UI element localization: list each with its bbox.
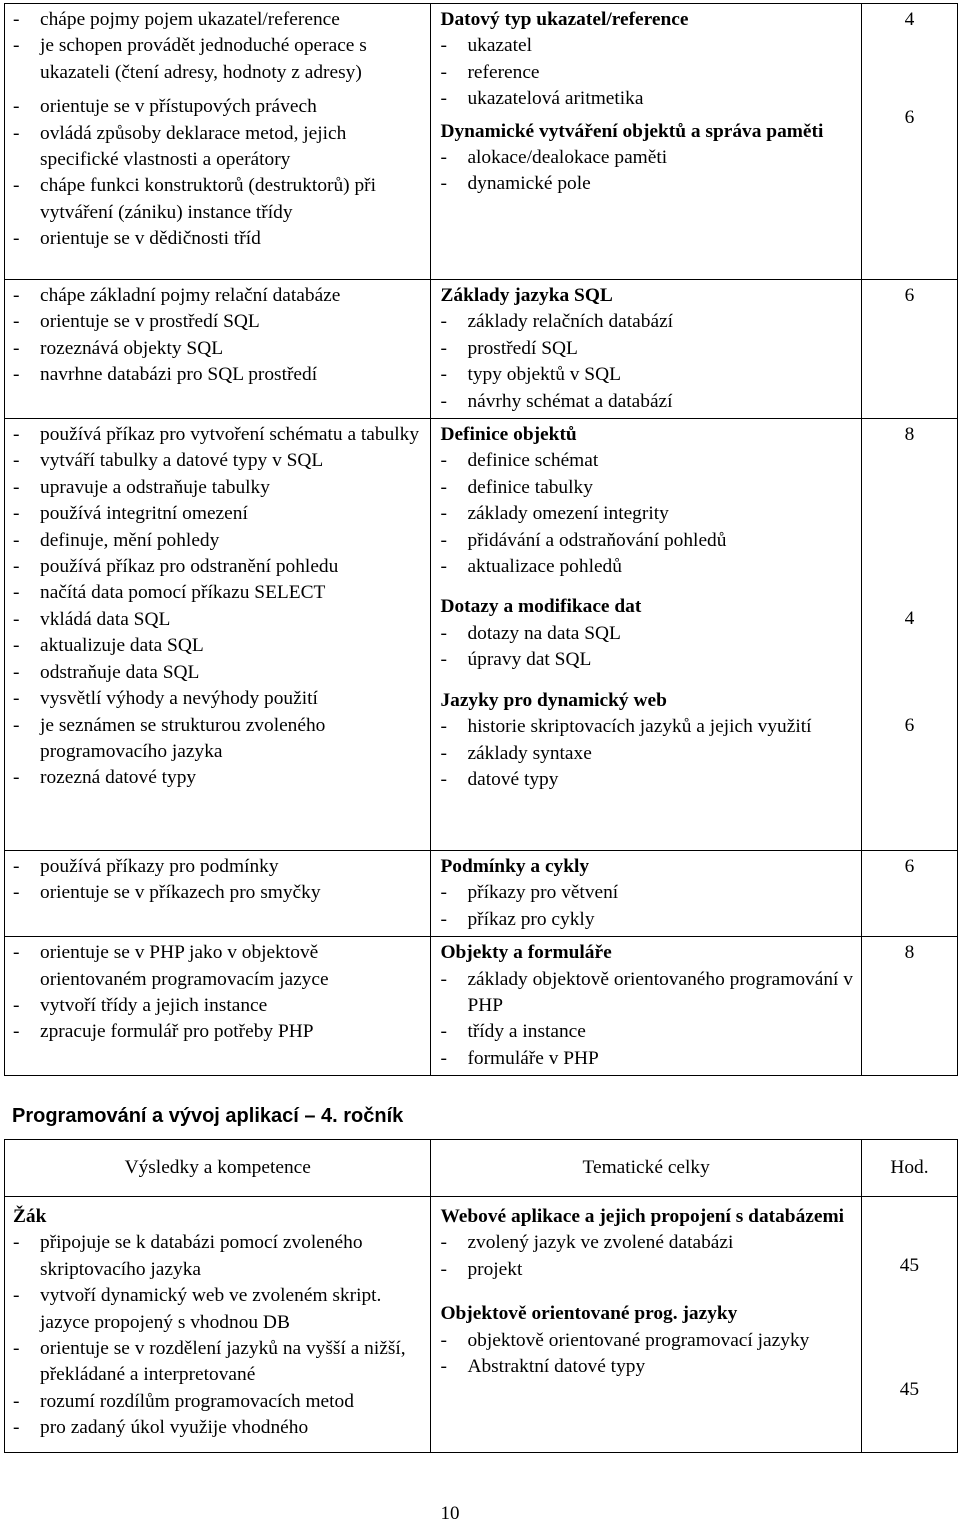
topic-item: - základy omezení integrity [440, 501, 854, 527]
hours-cell [861, 937, 957, 1076]
outcomes-cell [5, 851, 431, 937]
topic-item: - úpravy dat SQL [440, 647, 854, 673]
hours-value: 45 [899, 1255, 920, 1276]
table-row [5, 4, 958, 280]
topic-title: Dynamické vytváření objektů a správa paměti [440, 120, 824, 142]
table-row [5, 280, 958, 419]
outcome-item: - odstraňuje data SQL [13, 660, 424, 686]
outcome-item: - pro zadaný úkol využije vhodného [13, 1415, 424, 1441]
topics-cell [431, 280, 861, 419]
topics-cell [431, 937, 861, 1076]
topics-cell [431, 1197, 861, 1453]
topics-cell [431, 851, 861, 937]
outcome-item: - orientuje se v přístupových právech [13, 94, 424, 120]
topic-title: Datový typ ukazatel/reference [440, 9, 689, 30]
topic-item: - alokace/dealokace paměti [440, 145, 854, 171]
topics-cell [431, 419, 861, 851]
hours-value: 6 [904, 285, 915, 306]
outcome-item: - definuje, mění pohledy [13, 528, 424, 554]
topic-item: - zvolený jazyk ve zvolené databázi [440, 1230, 854, 1256]
topic-title: Objekty a formuláře [440, 942, 612, 964]
topic-item: - ukazatel [440, 33, 854, 59]
hours-value: 8 [904, 942, 915, 964]
topic-item: - základy syntaxe [440, 741, 854, 767]
topic-item: - definice schémat [440, 448, 854, 474]
hours-value: 45 [899, 1379, 920, 1401]
outcome-item: - je seznámen se strukturou zvoleného programovacího jazyka [13, 713, 424, 766]
topic-item: - návrhy schémat a databází [440, 389, 854, 415]
topic-item: - třídy a instance [440, 1019, 854, 1045]
hours-value: 4 [904, 9, 915, 30]
topic-item: - přidávání a odstraňování pohledů [440, 528, 854, 554]
table-row [5, 1197, 958, 1453]
header-topics: Tematické celky [431, 1140, 861, 1197]
table-row [5, 851, 958, 937]
topic-item: - typy objektů v SQL [440, 362, 854, 388]
topic-item: - příkaz pro cykly [440, 907, 854, 933]
outcome-item: - vytváří tabulky a datové typy v SQL [13, 448, 424, 474]
outcome-item: - používá příkaz pro vytvoření schématu a tabulky [13, 422, 424, 448]
curriculum-table-4th-year [4, 1139, 958, 1453]
table-row [5, 937, 958, 1076]
topic-item: - prostředí SQL [440, 336, 854, 362]
topic-item: - objektově orientované programovací jazyky [440, 1328, 854, 1354]
topic-title: Jazyky pro dynamický web [440, 689, 667, 711]
topic-item: - projekt [440, 1257, 854, 1283]
header-hours: Hod. [861, 1140, 957, 1197]
outcomes-cell [5, 1197, 431, 1453]
topic-item: - aktualizace pohledů [440, 554, 854, 580]
topic-title: Objektově orientované prog. jazyky [440, 1303, 738, 1325]
student-label: Žák [13, 1206, 47, 1227]
topic-title: Dotazy a modifikace dat [440, 596, 642, 618]
outcome-item: - orientuje se v dědičnosti tříd [13, 226, 424, 252]
topic-item: - formuláře v PHP [440, 1046, 854, 1072]
curriculum-table-3rd-year [4, 3, 958, 1076]
outcome-item: - rozeznává objekty SQL [13, 336, 424, 362]
topic-item: - základy objektově orientovaného programování v PHP [440, 967, 854, 1020]
outcome-item: - používá příkaz pro odstranění pohledu [13, 554, 424, 580]
topic-item: - Abstraktní datové typy [440, 1354, 854, 1380]
outcome-item: - rozumí rozdílům programovacích metod [13, 1389, 424, 1415]
hours-value: 8 [904, 424, 915, 446]
outcomes-cell [5, 937, 431, 1076]
outcome-item: - orientuje se v PHP jako v objektově orientovaném programovacím jazyce [13, 940, 424, 993]
hours-cell [861, 4, 957, 280]
table-header-row [5, 1140, 958, 1197]
hours-value: 6 [904, 107, 915, 129]
outcome-item: - orientuje se v příkazech pro smyčky [13, 880, 424, 906]
outcome-item: - používá integritní omezení [13, 501, 424, 527]
outcome-item: - ovládá způsoby deklarace metod, jejich specifické vlastnosti a operátory [13, 121, 424, 174]
hours-cell [861, 1197, 957, 1453]
page-number: 10 [440, 1503, 460, 1524]
hours-value: 4 [904, 608, 915, 630]
outcome-item: - připojuje se k databázi pomocí zvoleného skriptovacího jazyka [13, 1230, 424, 1283]
outcome-item: - aktualizuje data SQL [13, 633, 424, 659]
topic-item: - datové typy [440, 767, 854, 793]
outcome-item: - vkládá data SQL [13, 607, 424, 633]
outcome-item: - vysvětlí výhody a nevýhody použití [13, 686, 424, 712]
outcome-item: - vytvoří dynamický web ve zvoleném skript. jazyce propojený s vhodnou DB [13, 1283, 424, 1336]
hours-value: 6 [904, 714, 915, 736]
outcome-item: - rozezná datové typy [13, 765, 424, 791]
outcome-item: - chápe základní pojmy relační databáze [13, 283, 424, 309]
outcome-item: - chápe pojmy pojem ukazatel/reference [13, 7, 424, 33]
outcome-item: - chápe funkci konstruktorů (destruktorů) při vytváření (zániku) instance třídy [13, 173, 424, 226]
outcome-item: - orientuje se v prostředí SQL [13, 309, 424, 335]
outcome-item: - vytvoří třídy a jejich instance [13, 993, 424, 1019]
section-heading: Programování a vývoj aplikací – 4. ročník [12, 1105, 404, 1127]
table-row [5, 419, 958, 851]
outcomes-cell [5, 4, 431, 280]
outcome-item: - zpracuje formulář pro potřeby PHP [13, 1019, 424, 1045]
outcome-item: - upravuje a odstraňuje tabulky [13, 475, 424, 501]
topic-title: Základy jazyka SQL [440, 285, 613, 306]
topic-title: Definice objektů [440, 424, 577, 446]
topic-item: - definice tabulky [440, 475, 854, 501]
topic-item: - historie skriptovacích jazyků a jejich využití [440, 714, 854, 740]
topic-item: - příkazy pro větvení [440, 880, 854, 906]
outcomes-cell [5, 280, 431, 419]
hours-cell [861, 419, 957, 851]
topic-item: - dotazy na data SQL [440, 621, 854, 647]
topic-item: - dynamické pole [440, 171, 854, 197]
outcome-item: - navrhne databázi pro SQL prostředí [13, 362, 424, 388]
hours-cell [861, 851, 957, 937]
outcome-item: - používá příkazy pro podmínky [13, 854, 424, 880]
hours-cell [861, 280, 957, 419]
topic-item: - ukazatelová aritmetika [440, 86, 854, 112]
outcome-item: - je schopen provádět jednoduché operace s ukazateli (čtení adresy, hodnoty z adresy) [13, 33, 424, 86]
topic-title: Podmínky a cykly [440, 856, 590, 878]
header-outcomes: Výsledky a kompetence [5, 1140, 431, 1197]
topic-item: - reference [440, 60, 854, 86]
hours-value: 6 [904, 856, 915, 878]
topic-item: - základy relačních databází [440, 309, 854, 335]
topics-cell [431, 4, 861, 280]
outcome-item: - orientuje se v rozdělení jazyků na vyšší a nižší, překládané a interpretované [13, 1336, 424, 1389]
topic-title: Webové aplikace a jejich propojení s databázemi [440, 1206, 845, 1227]
outcome-item: - načítá data pomocí příkazu SELECT [13, 580, 424, 606]
outcomes-cell [5, 419, 431, 851]
